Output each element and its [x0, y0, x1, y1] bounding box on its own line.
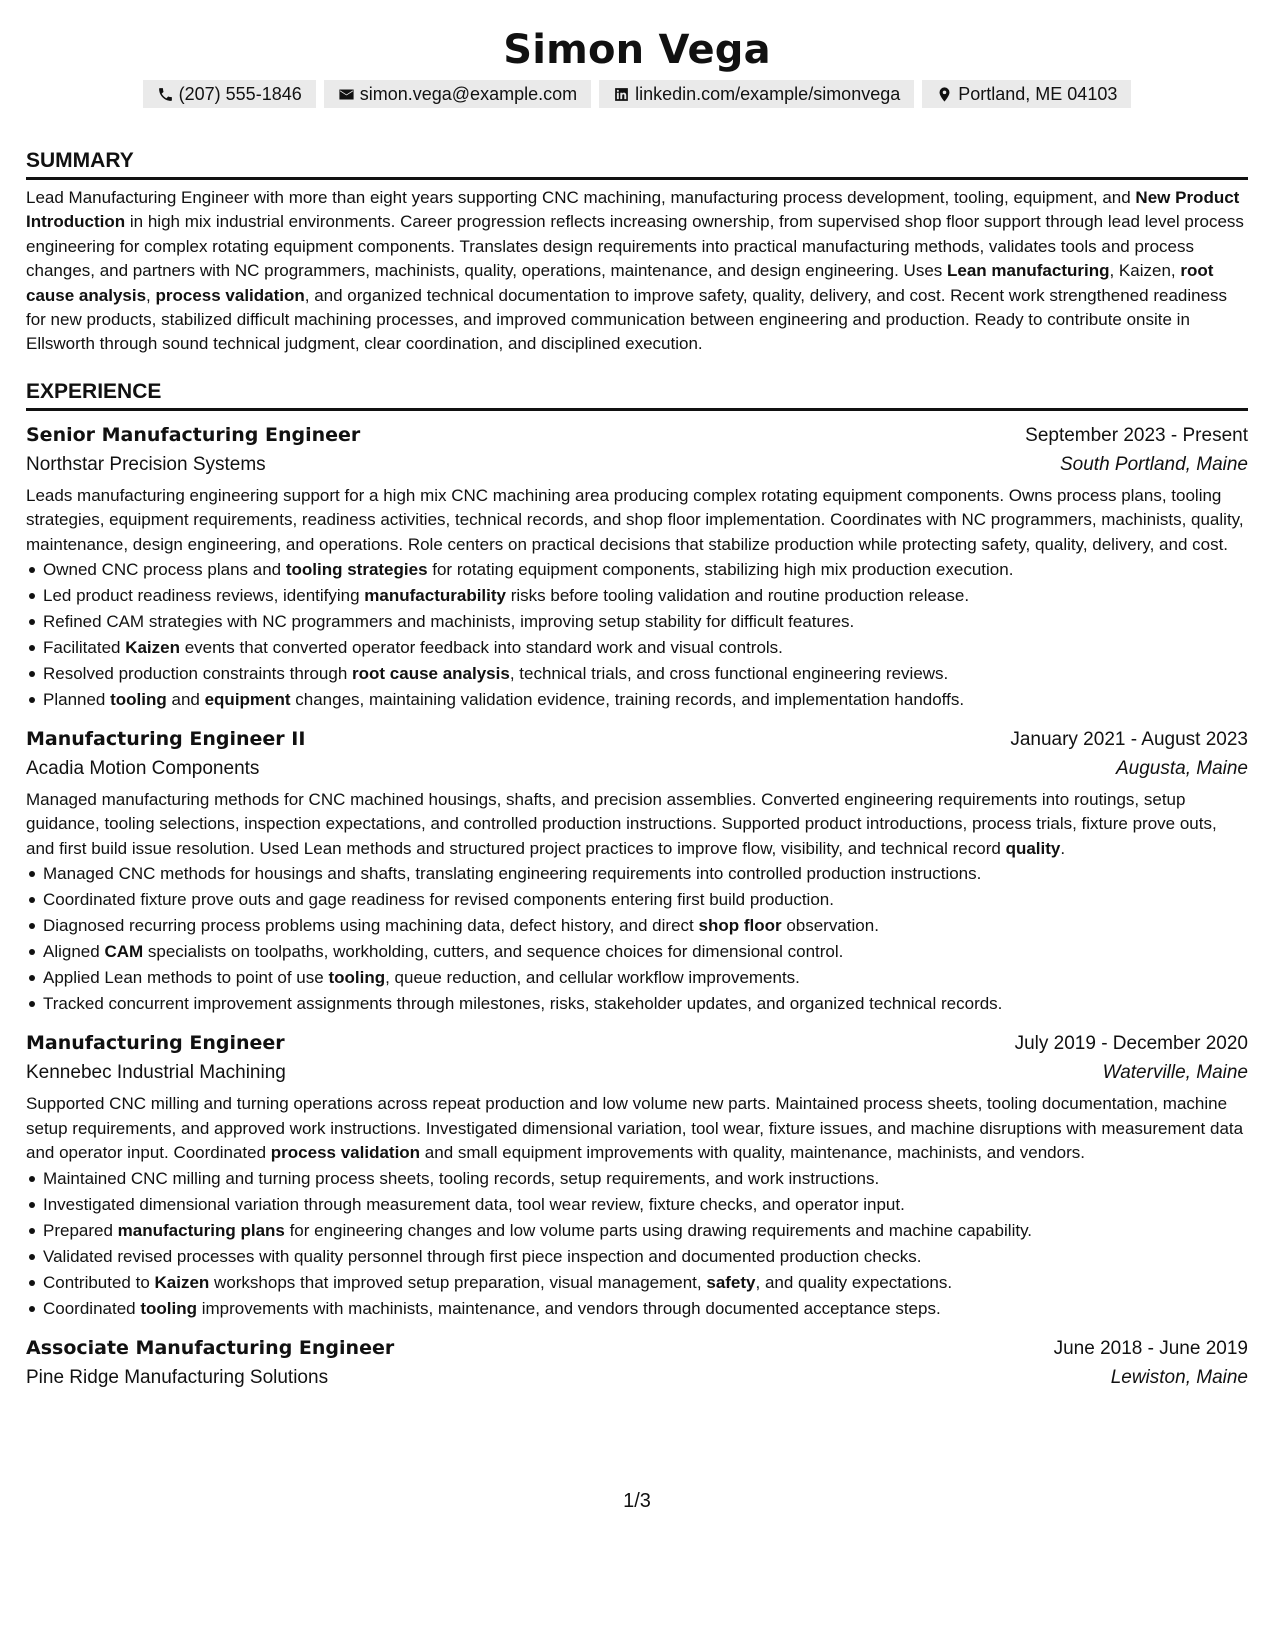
job-description	[26, 788, 1248, 861]
bold-keyword: New Product Introduction	[26, 188, 1240, 232]
achievement-item	[26, 1270, 1248, 1296]
text-run: in high mix industrial environments. Career progression reflects increasing ownership, from supervised shop floor support through lead level process engineering for complex rotating equipment components. Translates design requirements into practical manufacturing methods, validates tools and process changes, and partners with NC programmers, machinists, quality, operations, maintenance, and design engineering. Uses	[26, 212, 1244, 281]
linkedin-icon	[613, 86, 630, 103]
text-run: Contributed to	[43, 1272, 155, 1292]
bold-keyword: tooling	[328, 968, 386, 988]
achievement-item	[26, 635, 1248, 661]
job-dates: July 2019 - December 2020	[1014, 1033, 1248, 1055]
bold-keyword: safety	[706, 1272, 756, 1292]
achievement-item	[26, 861, 1248, 887]
job-location: Waterville, Maine	[1102, 1062, 1248, 1084]
text-run: Planned	[43, 690, 111, 710]
text-run: Lead Manufacturing Engineer with more than eight years supporting CNC machining, manufacturing process development, tooling, equipment, and	[26, 188, 1136, 207]
text-run: Aligned	[43, 942, 105, 962]
bold-keyword: CAM	[104, 942, 144, 962]
text-run: improvements with machinists, maintenance, and vendors through documented acceptance steps.	[197, 1298, 941, 1318]
achievement-item	[26, 557, 1248, 583]
text-run: risks before tooling validation and routine production release.	[506, 586, 970, 606]
job-dates: January 2021 - August 2023	[1010, 729, 1248, 751]
job-description	[26, 484, 1248, 557]
text-run: Managed manufacturing methods for CNC machined housings, shafts, and precision assemblies. Converted engineering requirements into routings, setup guidance, tooling selections, inspection expectations, and controlled production instructions. Supported product introductions, process trials, fixture prove outs, and first build issue resolution. Used Lean methods and structured project practices to improve flow, visibility, and technical record	[26, 790, 1217, 858]
contact-location	[922, 80, 1131, 108]
job-title: Manufacturing Engineer II	[26, 728, 306, 751]
job-company-row	[26, 754, 1248, 784]
bold-keyword: equipment	[204, 690, 291, 710]
achievement-item	[26, 991, 1248, 1017]
bold-keyword: root cause analysis	[352, 664, 510, 684]
achievement-list	[26, 557, 1248, 713]
contact-email-text: simon.vega@example.com	[359, 83, 578, 104]
experience-heading: EXPERIENCE	[26, 379, 1248, 411]
achievement-item	[26, 687, 1248, 713]
achievement-list	[26, 861, 1248, 1017]
text-run: Facilitated	[43, 638, 126, 658]
text-run: Tracked concurrent improvement assignments through milestones, risks, stakeholder updates, and organized technical records.	[43, 994, 1003, 1014]
text-run: Supported CNC milling and turning operations across repeat production and low volume new parts. Maintained process sheets, tooling documentation, machine setup requirements, and approved work instructions. Investigated dimensional variation, tool wear, fixture issues, and machine disruptions with measurement data and operator input. Coordinated	[26, 1094, 1244, 1163]
text-run: events that converted operator feedback into standard work and visual controls.	[180, 638, 783, 658]
achievement-item	[26, 1296, 1248, 1322]
text-run: Refined CAM strategies with NC programmers and machinists, improving setup stability for difficult features.	[43, 612, 855, 632]
achievement-item	[26, 1166, 1248, 1192]
text-run: Resolved production constraints through	[43, 664, 353, 684]
job-company-row	[26, 1363, 1248, 1393]
achievement-item	[26, 887, 1248, 913]
bold-keyword: process validation	[270, 1143, 421, 1163]
bold-keyword: root cause analysis	[26, 261, 1214, 305]
text-run: changes, maintaining validation evidence, training records, and implementation handoffs.	[290, 690, 965, 710]
text-run: specialists on toolpaths, workholding, cutters, and sequence choices for dimensional control.	[143, 942, 844, 962]
experience-list	[26, 421, 1248, 1393]
bold-keyword: process validation	[155, 285, 305, 305]
bold-keyword: manufacturability	[364, 586, 506, 606]
job-entry	[26, 725, 1248, 1017]
contact-linkedin[interactable]	[599, 80, 914, 108]
achievement-item	[26, 939, 1248, 965]
job-company-row	[26, 450, 1248, 480]
text-run: for engineering changes and low volume parts using drawing requirements and machine capability.	[284, 1220, 1033, 1240]
bold-keyword: tooling	[110, 690, 167, 710]
page-number: 1/3	[623, 1490, 651, 1512]
contact-phone-text: (207) 555-1846	[178, 83, 302, 104]
job-company-row	[26, 1058, 1248, 1088]
achievement-item	[26, 1218, 1248, 1244]
company-name: Northstar Precision Systems	[26, 453, 266, 475]
text-run: Managed CNC methods for housings and shafts, translating engineering requirements into controlled production instructions.	[43, 864, 982, 884]
job-entry	[26, 421, 1248, 713]
bold-keyword: manufacturing plans	[117, 1220, 285, 1240]
text-run: for rotating equipment components, stabilizing high mix production execution.	[427, 560, 1014, 580]
text-run: Coordinated fixture prove outs and gage readiness for revised components entering first build production.	[43, 890, 834, 910]
text-run: Coordinated	[43, 1298, 141, 1318]
text-run: Investigated dimensional variation through measurement data, tool wear review, fixture checks, and operator input.	[43, 1194, 905, 1214]
company-name: Pine Ridge Manufacturing Solutions	[26, 1366, 329, 1388]
bold-keyword: Kaizen	[125, 638, 180, 658]
job-description	[26, 1092, 1248, 1165]
text-run: Maintained CNC milling and turning process sheets, tooling records, setup requirements, and work instructions.	[43, 1168, 880, 1188]
job-dates: September 2023 - Present	[1025, 424, 1248, 446]
job-location: South Portland, Maine	[1059, 453, 1248, 475]
contact-linkedin-text: linkedin.com/example/simonvega	[635, 83, 901, 104]
location-pin-icon	[936, 86, 953, 103]
contact-location-text: Portland, ME 04103	[958, 83, 1118, 104]
text-run: ,	[146, 285, 156, 305]
text-run: Leads manufacturing engineering support for a high mix CNC machining area producing complex rotating equipment components. Owns process plans, tooling strategies, equipment requirements, readiness activities, technical records, and shop floor implementation. Coordinates with NC programmers, machinists, quality, maintenance, design engineering, and operations. Role centers on practical decisions that stabilize production while protecting safety, quality, delivery, and cost.	[26, 485, 1244, 554]
text-run: , and organized technical documentation to improve safety, quality, delivery, and cost. Recent work strengthened readiness for new products, stabilized difficult machining processes, and improved communication between engineering and production. Ready to contribute onsite in Ellsworth through sound technical judgment, clear coordination, and disciplined execution.	[26, 285, 1228, 354]
job-title: Manufacturing Engineer	[26, 1032, 285, 1055]
achievement-item	[26, 583, 1248, 609]
text-run: Led product readiness reviews, identifying	[43, 586, 365, 606]
bold-keyword: shop floor	[698, 916, 782, 936]
contact-phone[interactable]	[143, 80, 316, 108]
job-entry	[26, 1029, 1248, 1321]
job-header-row	[26, 725, 1248, 754]
summary-heading: SUMMARY	[26, 148, 1248, 180]
job-header-row	[26, 1029, 1248, 1058]
text-run: , and quality expectations.	[755, 1272, 953, 1292]
text-run: observation.	[781, 916, 879, 936]
job-header-row	[26, 1334, 1248, 1363]
bold-keyword: Lean manufacturing	[947, 261, 1110, 281]
job-location: Lewiston, Maine	[1110, 1366, 1248, 1388]
job-title: Senior Manufacturing Engineer	[26, 423, 361, 446]
text-run: , queue reduction, and cellular workflow improvements.	[385, 968, 800, 988]
contact-bar	[26, 80, 1248, 108]
job-header-row	[26, 421, 1248, 450]
text-run: Prepared	[43, 1220, 118, 1240]
achievement-item	[26, 1244, 1248, 1270]
text-run: , Kaizen,	[1109, 261, 1181, 281]
job-title: Associate Manufacturing Engineer	[26, 1336, 395, 1359]
bold-keyword: quality	[1005, 838, 1061, 858]
text-run: and small equipment improvements with quality, maintenance, machinists, and vendors.	[420, 1143, 1085, 1163]
text-run: Applied Lean methods to point of use	[43, 968, 329, 988]
bold-keyword: tooling	[140, 1298, 197, 1318]
achievement-list	[26, 1166, 1248, 1322]
job-location: Augusta, Maine	[1115, 758, 1248, 780]
job-dates: June 2018 - June 2019	[1053, 1337, 1248, 1359]
text-run: workshops that improved setup preparation, visual management,	[209, 1272, 707, 1292]
email-icon	[338, 86, 355, 103]
text-run: Validated revised processes with quality personnel through first piece inspection and documented production checks.	[43, 1246, 922, 1266]
summary-text	[26, 186, 1248, 357]
resume-page	[26, 0, 1248, 1650]
achievement-item	[26, 913, 1248, 939]
bold-keyword: tooling strategies	[285, 560, 428, 580]
job-entry	[26, 1334, 1248, 1393]
text-run: and	[166, 690, 205, 710]
achievement-item	[26, 1192, 1248, 1218]
text-run: Diagnosed recurring process problems using machining data, defect history, and direct	[43, 916, 699, 936]
phone-icon	[157, 86, 174, 103]
achievement-item	[26, 965, 1248, 991]
achievement-item	[26, 661, 1248, 687]
candidate-name: Simon Vega	[503, 27, 771, 73]
company-name: Kennebec Industrial Machining	[26, 1062, 286, 1084]
text-run: Owned CNC process plans and	[43, 560, 286, 580]
achievement-item	[26, 609, 1248, 635]
bold-keyword: Kaizen	[154, 1272, 210, 1292]
contact-email[interactable]	[324, 80, 591, 108]
text-run: .	[1060, 838, 1066, 858]
company-name: Acadia Motion Components	[26, 758, 260, 780]
text-run: , technical trials, and cross functional engineering reviews.	[509, 664, 949, 684]
